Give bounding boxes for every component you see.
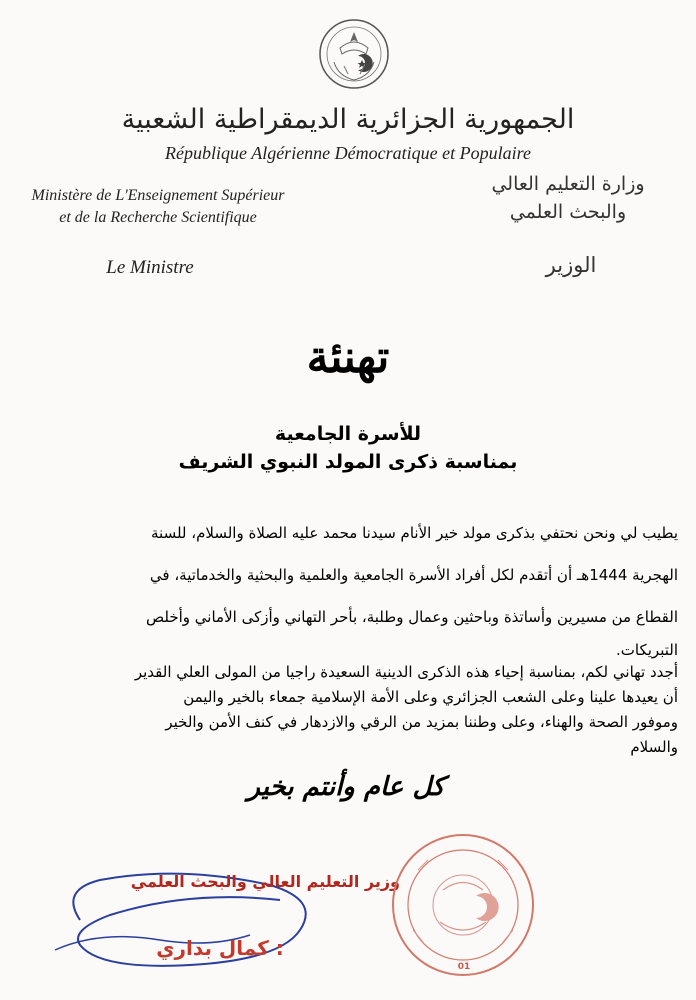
subtitle [100, 420, 596, 476]
ministry-ar-line-2: والبحث العلمي [509, 201, 627, 223]
paragraph-2-line: أجدد تهاني لكم، بمناسبة إحياء هذه الذكرى الدينية السعيدة راجيا من المولى العلي القدير [134, 663, 678, 681]
signatory-title: وزير التعليم العالي والبحث العلمي [130, 872, 400, 891]
ministry-fr-line-1: Ministère de L'Enseignement Supérieur [31, 187, 285, 204]
paragraph-2-line: وموفور الصحة والهناء، وعلى وطننا بمزيد من الرقي والازدهار في كنف الأمن والخير [165, 713, 678, 731]
minister-label-arabic: الوزير [545, 253, 597, 277]
ministry-name-french [8, 185, 308, 229]
paragraph-2-line: أن يعيدها علينا وعلى الشعب الجزائري وعلى الأمة الإسلامية جمعاء بالخير واليمن [183, 688, 678, 706]
paragraph-1-line: يطيب لي ونحن نحتفي بذكرى مولد خير الأنام سيدنا محمد عليه الصلاة والسلام، للسنة [151, 524, 678, 542]
closing-greeting: كل عام وأنتم بخير [247, 772, 445, 802]
paragraph-1-line: التبريكات. [616, 641, 678, 659]
paragraph-1 [14, 512, 678, 663]
country-title-arabic: الجمهورية الجزائرية الديمقراطية الشعبية [121, 104, 575, 135]
subtitle-line-1: للأسرة الجامعية [274, 423, 422, 445]
congratulations-heading: تهنئة [306, 332, 390, 383]
ministry-fr-line-2: et de la Recherche Scientifique [59, 209, 257, 226]
ministry-name-arabic [468, 170, 668, 226]
ministry-ar-line-1: وزارة التعليم العالي [491, 173, 645, 195]
official-stamp-icon [388, 830, 538, 980]
signatory-name: : كمال بداري [156, 936, 284, 960]
paragraph-1-line: القطاع من مسيرين وأساتذة وباحثين وعمال وطلبة، بأحر التهاني وأزكى الأماني وأخلص [146, 608, 678, 626]
paragraph-1-line: الهجرية 1444هـ أن أتقدم لكل أفراد الأسرة الجامعية والعلمية والبحثية والخدماتية، في [149, 566, 678, 584]
stamp-number: 01 [457, 962, 471, 972]
paragraph-2 [14, 660, 678, 760]
subtitle-line-2: بمناسبة ذكرى المولد النبوي الشريف [178, 451, 518, 473]
minister-label-french: Le Ministre [106, 257, 194, 278]
country-title-french: République Algérienne Démocratique et Populaire [165, 143, 531, 163]
algeria-emblem-icon [318, 18, 390, 90]
paragraph-2-line: والسلام [630, 738, 678, 756]
